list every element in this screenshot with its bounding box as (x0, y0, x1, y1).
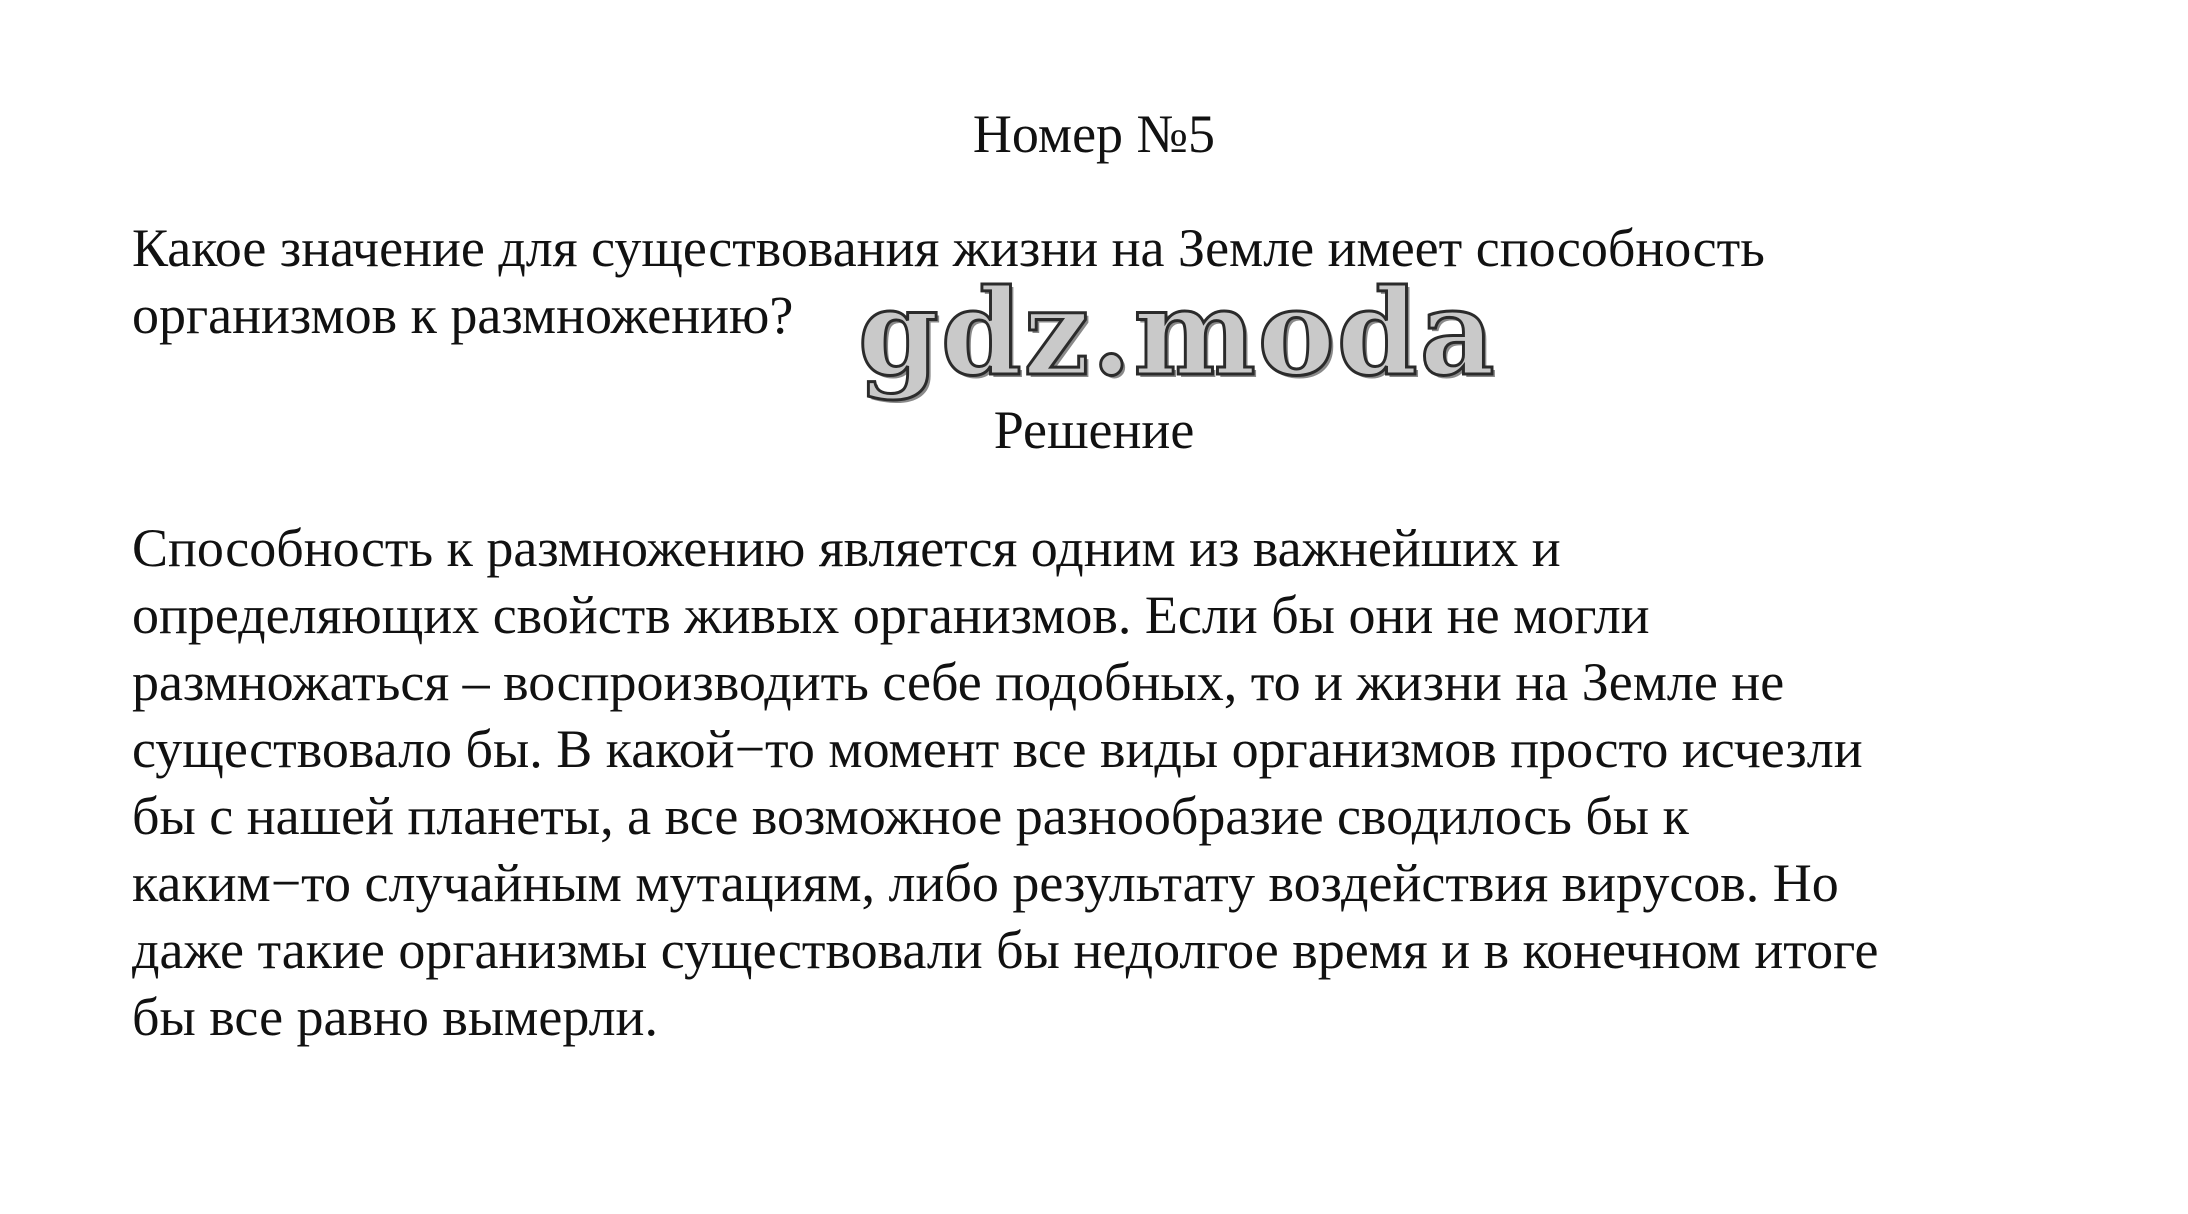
solution-heading: Решение (993, 400, 1195, 460)
question-line-2: организмов к размножению? (132, 285, 794, 345)
solution-line-6: каким−то случайным мутациям, либо результату воздействия вирусов. Но (132, 853, 1839, 913)
solution-line-4: существовало бы. В какой−то момент все виды организмов просто исчезли (132, 719, 1863, 779)
watermark-logo: gdz.moda (858, 263, 1497, 402)
solution-line-1: Способность к размножению является одним из важнейших и (132, 518, 1561, 578)
solution-line-2: определяющих свойств живых организмов. Если бы они не могли (132, 585, 1650, 645)
solution-line-8: бы все равно вымерли. (132, 987, 658, 1047)
solution-line-5: бы с нашей планеты, а все возможное разнообразие сводилось бы к (132, 786, 1689, 846)
solution-line-3: размножаться – воспроизводить себе подобных, то и жизни на Земле не (132, 652, 1785, 712)
solution-line-7: даже такие организмы существовали бы недолгое время и в конечном итоге (132, 920, 1879, 980)
task-number-heading: Номер №5 (972, 104, 1216, 164)
question-line-1: Какое значение для существования жизни на Земле имеет способность (132, 218, 1765, 278)
